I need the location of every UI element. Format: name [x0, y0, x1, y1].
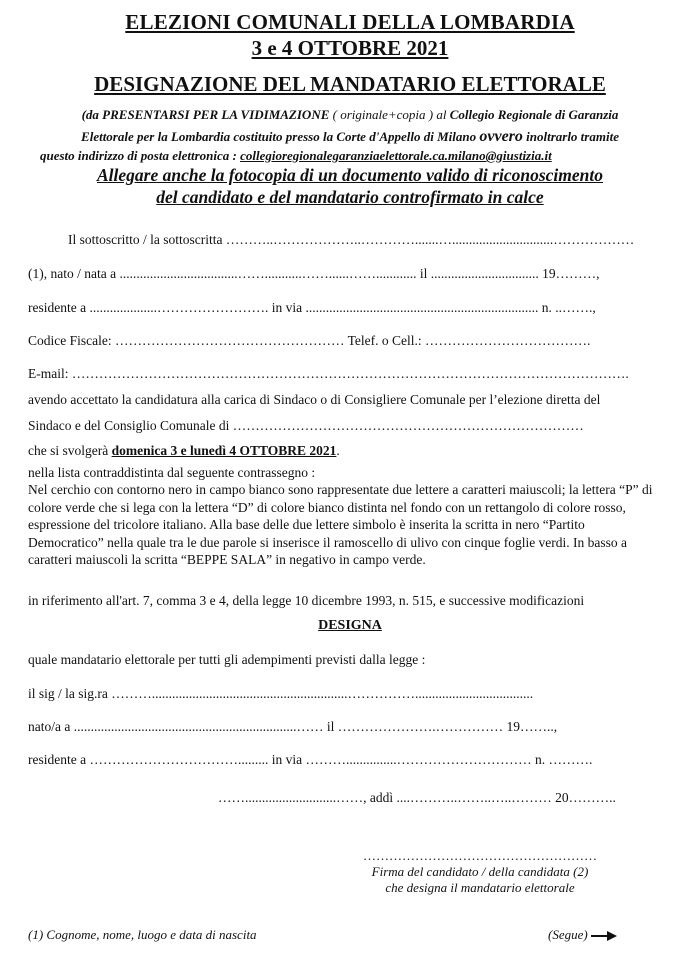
intro-email-address[interactable]: collegioregionalegaranziaelettorale.ca.milano@giustizia.it: [240, 148, 552, 163]
attach-line-2: del candidato e del mandatario controfirmato in calce: [156, 187, 544, 207]
field-nato-a[interactable]: nato/a a ..................................................................…… il ………………….…………… 19……..,: [28, 719, 558, 734]
intro-corte-text: Elettorale per la Lombardia costituito presso la Corte d'Appello di Milano: [81, 129, 480, 144]
field-addi[interactable]: ……...........................……, addì ....………..……..…..……… 20………..: [218, 790, 616, 805]
intro-line-1: [10, 107, 690, 123]
field-codice-fiscale[interactable]: Codice Fiscale: …………………………………………… Telef. o Cell.: ……………………………….: [28, 333, 591, 348]
field-comune[interactable]: Sindaco e del Consiglio Comunale di ……………………………………………………………………: [28, 418, 584, 433]
text-contrassegno: Nel cerchio con contorno nero in campo bianco sono rappresentate due lettere a caratteri maiuscoli; la lettera “P” di colore verde che si lega con la lettera “D” di colore bianco distinta nel fondo con un rettangolo di colore rosso, espressione del tricolore italiano. Alla base delle due lettere simbolo è inserita la scritta in nero “Partito Democratico” nella quale tra le due parole si inserisce il ramoscello di ulivo con cinque foglie verdi. In basso a caratteri maiuscoli la scritta “BEPPE SALA” in negativo in campo verde.: [28, 482, 653, 567]
signature-line[interactable]: ………………………………………………: [363, 848, 597, 863]
intro-line-2: [10, 128, 690, 146]
intro-collegio-text: Collegio Regionale di Garanzia: [449, 107, 619, 122]
field-sig[interactable]: il sig / la sig.ra ………..........................................................……………...................................: [28, 686, 534, 701]
title-elections: ELEZIONI COMUNALI DELLA LOMBARDIA: [125, 10, 575, 34]
signature-caption-2: che designa il mandatario elettorale: [385, 880, 575, 895]
footnote: (1) Cognome, nome, luogo e data di nascita: [28, 927, 257, 942]
text-svolgera: [28, 443, 340, 459]
text-quale: quale mandatario elettorale per tutti gli adempimenti previsti dalla legge :: [28, 652, 426, 667]
text-lista: nella lista contraddistinta dal seguente contrassegno :: [28, 465, 316, 480]
signature-caption-1: Firma del candidato / della candidata (2): [371, 864, 589, 879]
segue-text: (Segue): [548, 927, 588, 942]
svolgera-dates: domenica 3 e lunedì 4 OTTOBRE 2021: [111, 443, 337, 458]
field-residente-mandatario[interactable]: residente a ……………………………......... in via ………...............………………………… n. ……….: [28, 752, 593, 767]
intro-present-text: (da PRESENTARSI PER LA VIDIMAZIONE: [81, 107, 330, 122]
field-email[interactable]: E-mail: …………………………………………………………………………………………………………….: [28, 366, 629, 381]
arrow-right-icon: [591, 931, 617, 941]
field-residente[interactable]: residente a ....................……………………. in via ..................................................................... n. ..…….,: [28, 300, 596, 315]
field-nato[interactable]: (1), nato / nata a ...................................……...........……......……............ il ................................ 19………,: [28, 266, 600, 281]
title-dates: 3 e 4 OTTOBRE 2021: [251, 36, 449, 60]
intro-email-label: questo indirizzo di posta elettronica :: [40, 148, 241, 163]
text-riferimento: in riferimento all'art. 7, comma 3 e 4, della legge 10 dicembre 1993, n. 515, e successive modificazioni: [28, 593, 585, 608]
text-accettato-1: avendo accettato la candidatura alla carica di Sindaco o di Consigliere Comunale per l’elezione diretta del: [28, 392, 601, 407]
svolgera-suffix: .: [336, 443, 340, 458]
intro-line-3: [40, 148, 680, 164]
attach-line-1: Allegare anche la fotocopia di un documento valido di riconoscimento: [96, 165, 604, 185]
svolgera-prefix: che si svolgerà: [28, 443, 112, 458]
field-sottoscritto[interactable]: Il sottoscritto / la sottoscritta ………..………………..………….......…..............................………………: [68, 232, 635, 247]
intro-copy-text: ( originale+copia ) al: [329, 107, 450, 122]
intro-tramite-text: inoltrarlo tramite: [522, 129, 619, 144]
intro-ovvero-text: ovvero: [479, 128, 523, 145]
title-designation: DESIGNAZIONE DEL MANDATARIO ELETTORALE: [94, 72, 606, 96]
segue-label: [548, 927, 617, 943]
heading-designa: DESIGNA: [318, 618, 382, 633]
